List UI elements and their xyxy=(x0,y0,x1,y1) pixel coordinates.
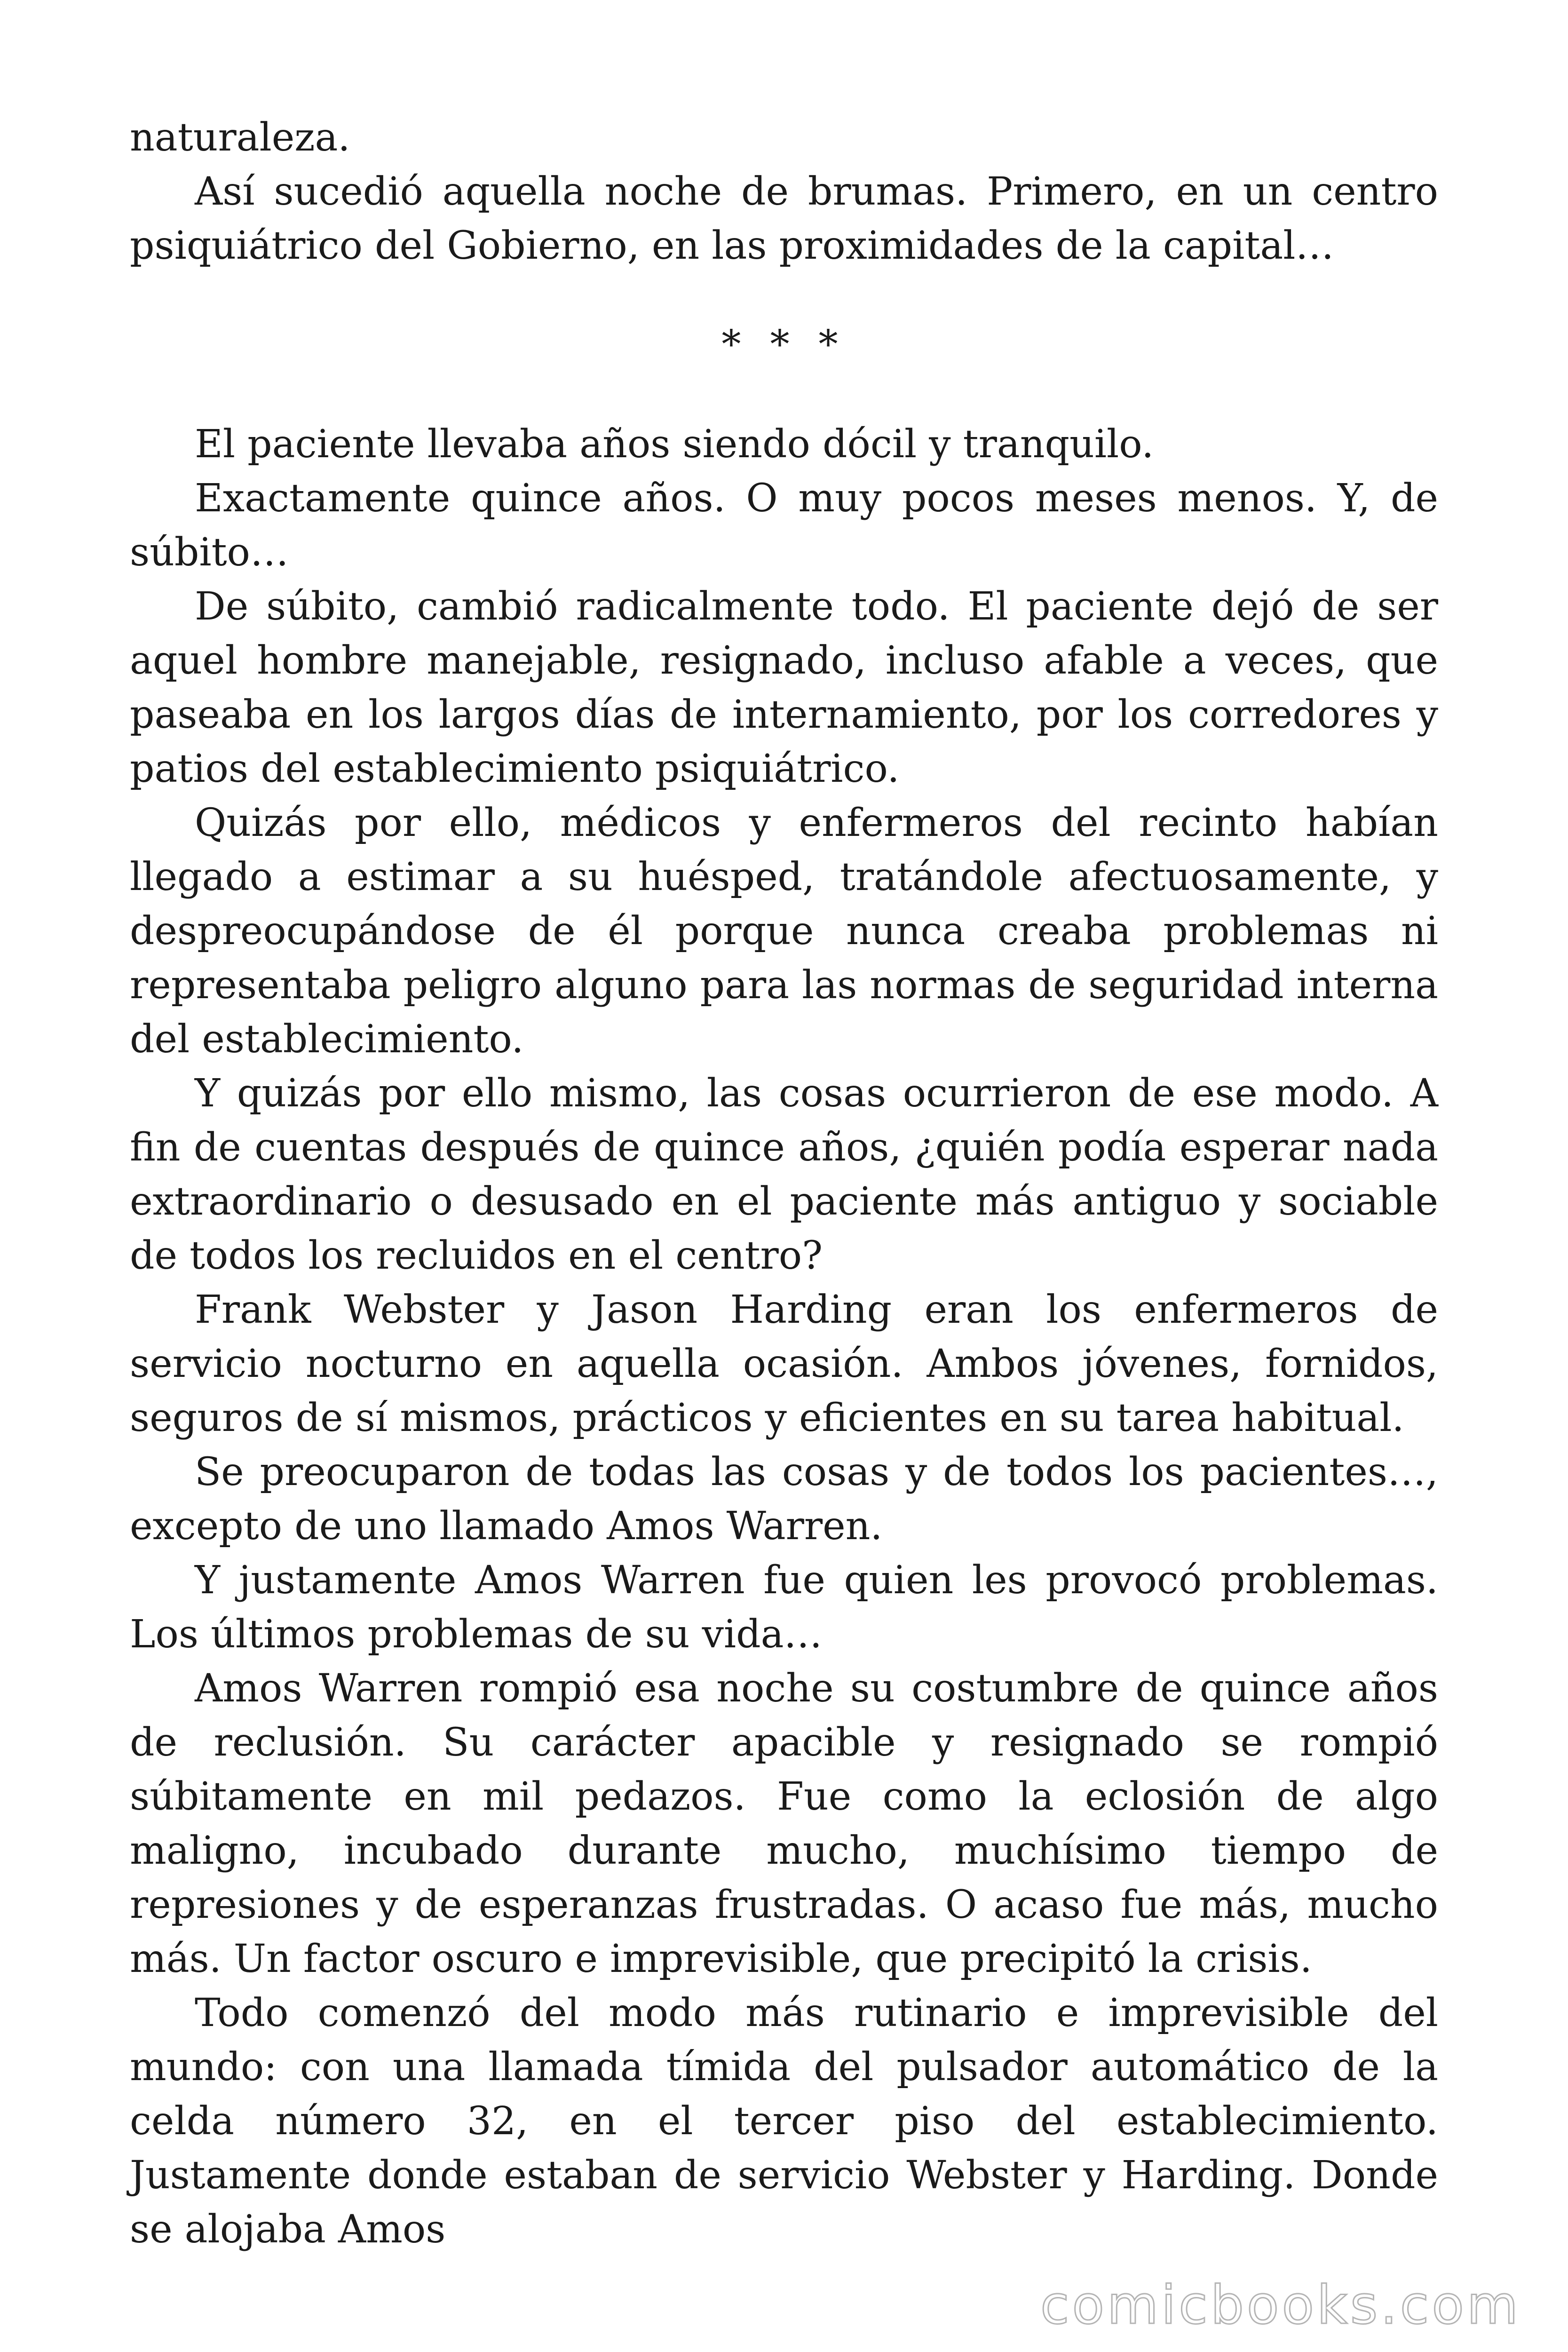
watermark: comicbooks.com xyxy=(1040,2275,1521,2336)
paragraph: El paciente llevaba años siendo dócil y tranquilo. xyxy=(195,422,1154,467)
paragraph: Exactamente quince años. O muy pocos meses menos. Y, de súbito… xyxy=(130,476,1438,575)
paragraph: De súbito, cambió radicalmente todo. El paciente dejó de ser aquel hombre manejable, resignado, incluso afable a veces, que paseaba en los largos días de internamiento, por los corredores y patios del establecimiento psiquiátrico. xyxy=(130,584,1438,791)
paragraph: Frank Webster y Jason Harding eran los enfermeros de servicio nocturno en aquella ocasión. Ambos jóvenes, fornidos, seguros de sí mismos, prácticos y eficientes en su tarea habitual. xyxy=(130,1287,1438,1440)
page-body xyxy=(130,111,1438,2257)
paragraph: Quizás por ello, médicos y enfermeros del recinto habían llegado a estimar a su huésped, tratándole afectuosamente, y despreocupándose de él porque nunca creaba problemas ni representaba peligro alguno para las normas de seguridad interna del establecimiento. xyxy=(130,801,1438,1062)
paragraph: Así sucedió aquella noche de brumas. Primero, en un centro psiquiátrico del Gobierno, en las proximidades de la capital… xyxy=(130,169,1438,268)
section-separator: * * * xyxy=(721,322,847,367)
paragraph: naturaleza. xyxy=(130,115,350,160)
paragraph: Y quizás por ello mismo, las cosas ocurrieron de ese modo. A fin de cuentas después de quince años, ¿quién podía esperar nada extraordinario o desusado en el paciente más antiguo y sociable de todos los recluidos en el centro? xyxy=(130,1071,1438,1278)
paragraph: Se preocuparon de todas las cosas y de todos los pacientes…, excepto de uno llamado Amos Warren. xyxy=(130,1450,1438,1549)
paragraph: Y justamente Amos Warren fue quien les provocó problemas. Los últimos problemas de su vida… xyxy=(130,1558,1438,1657)
paragraph: Todo comenzó del modo más rutinario e imprevisible del mundo: con una llamada tímida del pulsador automático de la celda número 32, en el tercer piso del establecimiento. Justamente donde estaban de servicio Webster y Harding. Donde se alojaba Amos xyxy=(130,1991,1438,2252)
paragraph: Amos Warren rompió esa noche su costumbre de quince años de reclusión. Su carácter apacible y resignado se rompió súbitamente en mil pedazos. Fue como la eclosión de algo maligno, incubado durante mucho, muchísimo tiempo de represiones y de esperanzas frustradas. O acaso fue más, mucho más. Un factor oscuro e imprevisible, que precipitó la crisis. xyxy=(130,1666,1438,1981)
